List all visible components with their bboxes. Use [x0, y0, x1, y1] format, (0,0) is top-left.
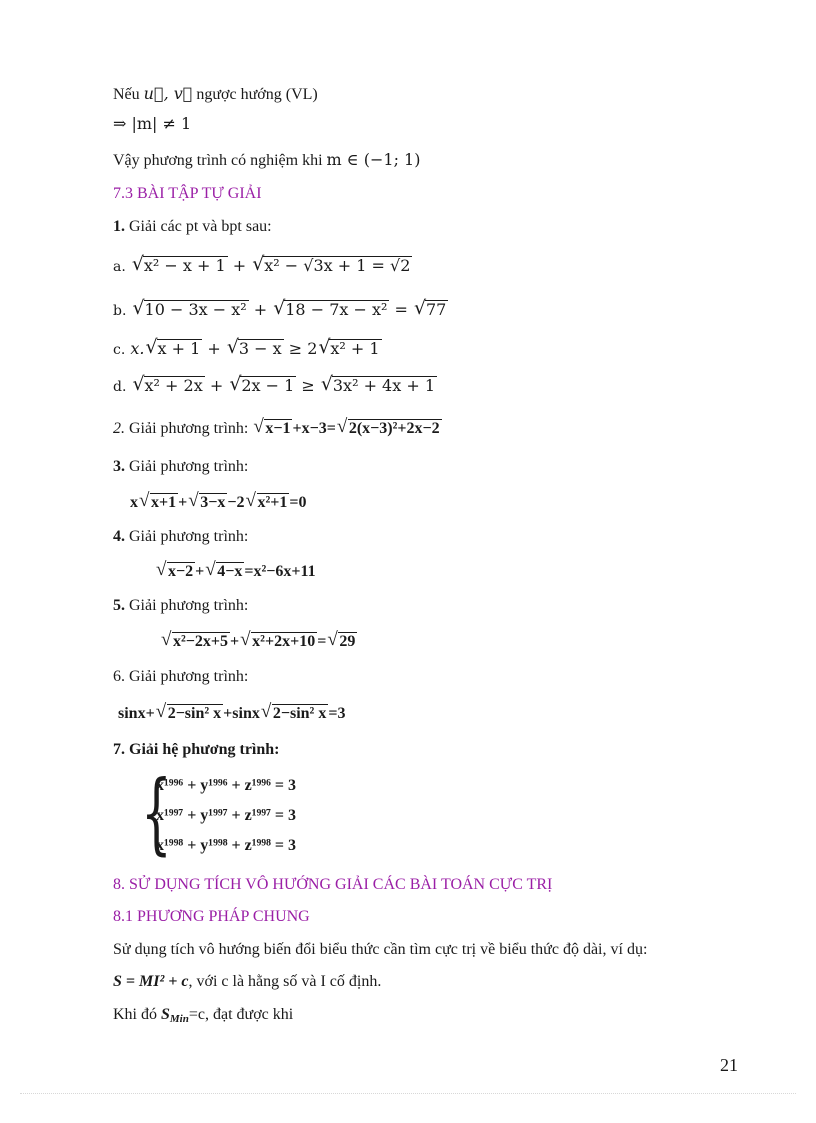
line-implies: ⇒ |m| ≠ 1 [113, 114, 192, 133]
radical: √ x−1 [253, 419, 292, 438]
line-conclusion [113, 150, 420, 170]
radical: √ 10 − 3x − x² [133, 300, 249, 319]
text-prefix: Nếu [113, 86, 144, 103]
page-divider [20, 1093, 796, 1094]
exercise-number: 7. [113, 741, 125, 758]
system-equation-1: x¹⁹⁹⁶ + y¹⁹⁹⁶ + z¹⁹⁹⁶ = 3 [156, 777, 297, 794]
radical: √ 77 [414, 300, 448, 319]
exercise-1 [113, 217, 272, 236]
exercise-text: Giải phương trình: [125, 597, 249, 614]
radical: √ x²−2x+5 [161, 632, 230, 651]
exercise-text: Giải phương trình: [125, 458, 249, 475]
exercise-number: 4. [113, 528, 125, 545]
exercise-text: Giải hệ phương trình: [125, 741, 280, 758]
exercise-text: Giải các pt và bpt sau: [125, 218, 272, 235]
exercise-number: 5. [113, 597, 125, 614]
section-heading-8: 8. SỬ DỤNG TÍCH VÔ HƯỚNG GIẢI CÁC BÀI TOÁN CỰC TRỊ [113, 876, 553, 893]
section-heading-8-1: 8.1 PHƯƠNG PHÁP CHUNG [113, 908, 310, 925]
system-brace: { [141, 761, 172, 864]
radical: √ 2−sin² x [261, 704, 328, 723]
exercise-6-equation: sinx+√ 2−sin² x +sinx√ 2−sin² x =3 [118, 704, 345, 723]
exercise-number: 1. [113, 218, 125, 235]
radical: √ 2−sin² x [156, 704, 223, 723]
exercise-1d: d. √ x² + 2x + √ 2x − 1 ≥ √ 3x² + 4x + 1 [113, 376, 437, 396]
radical: √ 3 − x [227, 339, 284, 358]
radical: √ 29 [327, 632, 357, 651]
conclusion-math: m ∈ (−1; 1) [326, 150, 421, 169]
exercise-1a: a. √ x² − x + 1 + √ x² − √3x + 1 = √2 [113, 256, 412, 276]
radical: √ x² + 2x [133, 376, 205, 395]
radical: √ x−2 [156, 562, 195, 581]
s-subscript: Min [169, 1013, 189, 1025]
exercise-3 [113, 457, 248, 476]
radical: √ x²+2x+10 [240, 632, 317, 651]
radical: √ 3x² + 4x + 1 [321, 376, 437, 395]
exercise-1b: b. √ 10 − 3x − x² + √ 18 − 7x − x² = √ 77 [113, 300, 448, 320]
item-label: c. [113, 342, 126, 358]
exercise-5-equation: √ x²−2x+5 +√ x²+2x+10 =√ 29 [160, 632, 357, 651]
exercise-6 [113, 667, 248, 686]
radical: √ x²+1 [246, 493, 290, 512]
exercise-number: 6. [113, 668, 125, 685]
exercise-5 [113, 596, 248, 615]
paragraph-1: Sử dụng tích vô hướng biến đổi biểu thức cần tìm cực trị về biểu thức độ dài, ví dụ: [113, 941, 648, 958]
exercise-7 [113, 740, 280, 759]
radical: √ x² − √3x + 1 = √2 [252, 256, 412, 275]
exercise-1c: c. x.√ x + 1 + √ 3 − x ≥ 2√ x² + 1 [113, 339, 382, 359]
exercise-number: 2. [113, 420, 125, 437]
item-label: b. [113, 303, 127, 319]
radical: √ x + 1 [146, 339, 203, 358]
conclusion-text: Vậy phương trình có nghiệm khi [113, 152, 327, 169]
item-label: d. [113, 379, 127, 395]
system-equation-2: x¹⁹⁹⁷ + y¹⁹⁹⁷ + z¹⁹⁹⁷ = 3 [156, 807, 297, 824]
radical: √ 2(x−3)²+2x−2 [337, 419, 442, 438]
exercise-number: 3. [113, 458, 125, 475]
exercise-text: Giải phương trình: [125, 528, 249, 545]
radical: √ x+1 [139, 493, 178, 512]
exercise-text: Giải phương trình: [125, 420, 253, 437]
radical: √ 18 − 7x − x² [273, 300, 389, 319]
line-opposite-vectors [113, 84, 318, 104]
paragraph-2: S = MI² + c, với c là hằng số và I cố định. [113, 973, 382, 990]
radical: √ x² + 1 [318, 339, 381, 358]
radical: √ 3−x [188, 493, 227, 512]
formula: S = MI² + c [113, 973, 189, 990]
radical: √ 2x − 1 [229, 376, 296, 395]
exercise-3-equation: x√ x+1 +√ 3−x −2√ x²+1 =0 [130, 493, 307, 512]
radical: √ x² − x + 1 [132, 256, 228, 275]
exercise-2: 2. Giải phương trình: √ x−1 +x−3=√ 2(x−3)²+2x−2 [113, 419, 442, 438]
s-symbol: S [161, 1006, 170, 1023]
paragraph-3: Khi đó $S_{Min}=c$, đạt được khi [113, 1006, 294, 1025]
item-label: a. [113, 259, 126, 275]
section-heading-7-3: 7.3 BÀI TẬP TỰ GIẢI [113, 185, 262, 202]
system-equation-3: x¹⁹⁹⁸ + y¹⁹⁹⁸ + z¹⁹⁹⁸ = 3 [156, 837, 297, 854]
page-number: 21 [720, 1055, 738, 1075]
exercise-4 [113, 527, 248, 546]
exercise-4-equation: √ x−2 +√ 4−x =x²−6x+11 [155, 562, 316, 581]
radical: √ 4−x [205, 562, 244, 581]
vector-symbols: u⃗, v⃗ [143, 84, 193, 103]
exercise-text: Giải phương trình: [125, 668, 249, 685]
text-suffix: ngược hướng (VL) [192, 86, 318, 103]
